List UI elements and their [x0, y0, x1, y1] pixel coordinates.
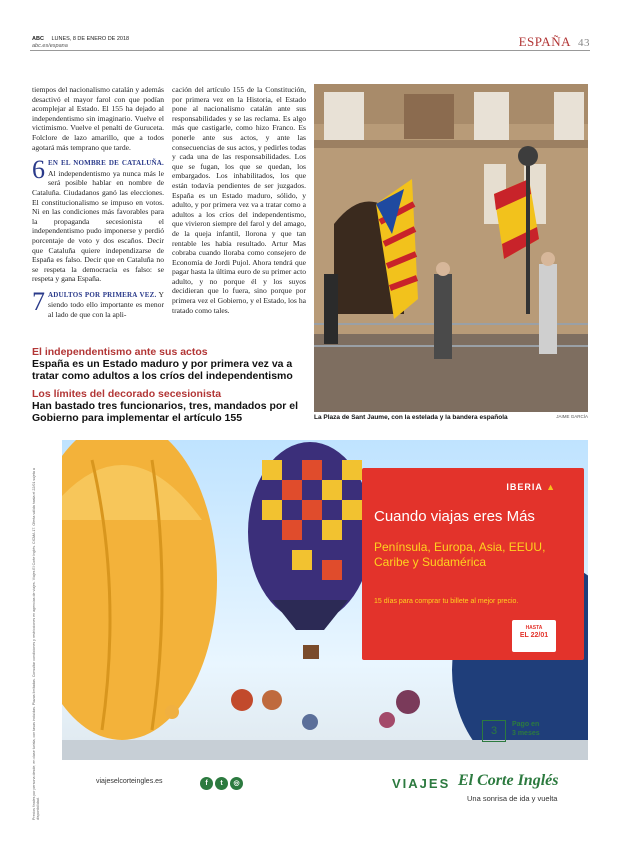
- payment-plan-text: Pago en 3 meses: [512, 721, 540, 737]
- point-6-text: Al independentismo ya nunca más le será posible hablar en nombre de Cataluña. Ciudadanos ganó las elecciones. El constitucionalismo se impuso en votos. Ni en las condiciones más favorables para la propaganda secesionista el independentismo pudo imponerse y perdió porcentaje de voto y dos escaños. Decir que Cataluña quiere independizarse de España es falso. Decir que en Cataluña no se respeta la democracia es falso: se respeta y gana España.: [32, 168, 164, 284]
- paragraph-continued: cación del artículo 155 de la Constitución, por primera vez en la Historia, el Estado pone al nacionalismo catalán ante sus responsabilidades y se las reclama. Es algo más que castigarle, como hizo Franco. Es ponerle ante sus actos, y ante las consecuencias de sus actos, y pedirles todas y cada una de las responsabilidades. Los que se fugan, los que se quedan, los embargados. Los inhabilitados, los que están todavía pendientes de ser juzgados. España es un Estado maduro, sólido, y adulto, y por primera vez va a tratar como a adultos a los críos del independentismo, que vivieron siempre del farol y del amago, de la queja infantil, lloronа y que tan rentable les había resultado. Artur Mas cobraba cuando lloraba como consejero de Economía de Jordi Pujol. Ahora tendrá que pagar hasta la última euro de su primer acto adulto, y no porque él y los suyos decidieran que lo fuera, sino porque por primera vez el Gobierno, y el Estado, los ha tratado como tales.: [172, 85, 306, 315]
- highlight-1-kicker: El independentismo ante sus actos: [32, 346, 208, 358]
- paragraph-intro: tiempos del nacionalismo catalán y además desactivó el mayor farol con que podían acomplejar al Estado. El 155 ha dejado al independentismo sin imaginario. Vuelve el victimismo. Vuelve el penalti de Guruceta. Folclore de lazo amarillo, que a todos agotará más temprano que tarde.: [32, 85, 164, 152]
- point-7: [32, 286, 164, 320]
- ad-destinations: Península, Europa, Asia, EEUU, Caribe y Sudamérica: [374, 540, 546, 569]
- point-6-lead: EN EL NOMBRE DE CATALUÑA.: [48, 159, 164, 168]
- iberia-eci-advertisement[interactable]: [30, 440, 588, 825]
- news-photo: [314, 84, 588, 412]
- highlight-2: [32, 388, 302, 424]
- point-7-number: 7: [32, 286, 45, 316]
- iberia-logo: IBERIA ▲: [506, 482, 556, 492]
- ad-footer: [62, 721, 588, 825]
- brand-prefix: VIAJES: [392, 776, 451, 791]
- point-7-lead: ADULTOS POR PRIMERA VEZ.: [48, 290, 157, 299]
- publication-name: ABC: [32, 36, 44, 42]
- page-number: 43: [578, 37, 590, 49]
- highlight-2-text: Han bastado tres funcionarios, tres, mandados por el Gobierno para implementar el artículo 155: [32, 400, 299, 424]
- site-url: abc.es/espana: [32, 43, 68, 49]
- header-divider: [30, 50, 590, 51]
- point-6-number: 6: [32, 155, 45, 185]
- instagram-icon[interactable]: ◎: [230, 777, 243, 790]
- photo-scene-illustration: [314, 84, 588, 412]
- iberia-offer-box[interactable]: [362, 468, 584, 660]
- photo-credit: JAIME GARCÍA: [556, 414, 588, 419]
- website-link[interactable]: viajeselcorteingles.es: [96, 778, 163, 785]
- point-7-text: Y siendo todo ello importante es menor al lado de que con la apli-: [48, 289, 164, 320]
- twitter-icon[interactable]: t: [215, 777, 228, 790]
- ad-offer: 15 días para comprar tu billete al mejor precio.: [374, 598, 519, 605]
- payment-plan-icon: 3: [482, 720, 506, 742]
- article-column-1: [32, 85, 164, 320]
- photo-caption: [314, 414, 588, 421]
- ad-headline: Cuando viajas eres Más: [374, 508, 535, 525]
- social-links: [200, 772, 245, 790]
- section-header: [519, 34, 590, 50]
- brand-logo: El Corte Inglés: [458, 772, 559, 789]
- section-name: ESPAÑA: [518, 34, 571, 49]
- article-column-2: [172, 85, 306, 315]
- deadline-badge: HASTA EL 22/01: [512, 620, 556, 652]
- header-left: [32, 36, 129, 50]
- issue-date: LUNES, 8 DE ENERO DE 2018: [51, 36, 130, 42]
- point-6: [32, 155, 164, 284]
- ad-fine-print: Precios finales por persona desde, en clase turista, con tasas incluidas. Plazas limitadas. Consultar condiciones y restricciones en agencias de viajes. Viajes El Corte Inglés. CICMA 17. Oferta válida hasta el 22/01 sujeta a disponibilidad.: [32, 468, 41, 820]
- brand-slogan: Una sonrisa de ida y vuelta: [467, 794, 558, 803]
- highlight-1: [32, 346, 302, 382]
- caption-text: La Plaza de Sant Jaume, con la estelada y la bandera española: [314, 414, 508, 421]
- highlight-2-kicker: Los límites del decorado secesionista: [32, 388, 222, 400]
- highlight-1-text: España es un Estado maduro y por primera vez va a tratar como adultos a los críos del independentismo: [32, 358, 293, 382]
- iberia-wing-icon: ▲: [546, 482, 556, 492]
- facebook-icon[interactable]: f: [200, 777, 213, 790]
